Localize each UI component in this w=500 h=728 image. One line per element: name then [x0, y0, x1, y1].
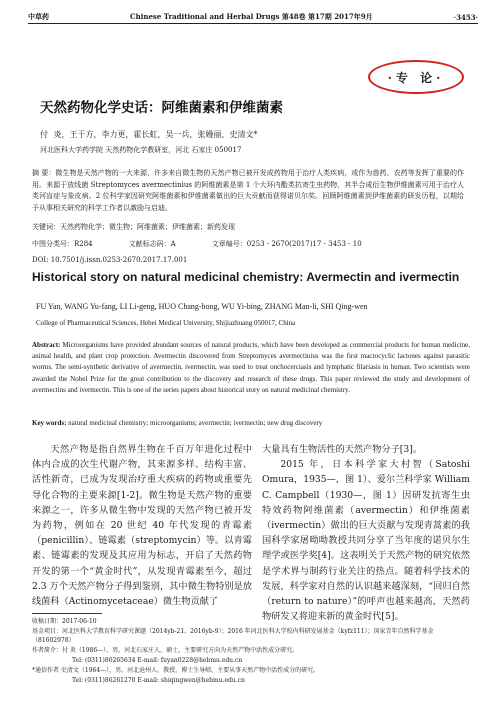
- keywords-en-text: natural medicinal chemistry; microorganisms; avermectin; ivermectin; new drug discovery: [68, 419, 323, 427]
- footnote-rule: [32, 613, 102, 614]
- doi: DOI: 10.7501/j.issn.0253-2670.2017.17.001: [32, 256, 188, 264]
- footnote-corresponding-contact: Tel: (0311)86261270 E-mail: shiqingwen@hebmu.edu.cn: [72, 677, 245, 684]
- body-paragraph: 大量具有生物活性的天然产物分子[3]。: [262, 444, 423, 455]
- footnote-author-contact: Tel: (0311)86265634 E-mail: fuyan0228@hebmu.edu.cn: [72, 657, 243, 664]
- abstract-en: [32, 340, 470, 396]
- keywords-en-label: Key words:: [32, 419, 67, 427]
- footnote-author: 作者简介：付 炎（1986—），男，河北石家庄人，硕士，主要研究方向为天然产物中活性成分研究。: [32, 647, 299, 654]
- footnote-corresponding: *通信作者 史清文（1964—），男，河北沧州人，教授，博士生导师，主要从事天然产物中活性成分的研究。: [32, 667, 320, 674]
- page-number: ·3453·: [453, 13, 478, 22]
- document-code: 文献标志码：A: [128, 240, 176, 248]
- footnote-fund: 基金项目：河北医科大学教育科学研究课题（2014yb-21、2016yb-9）；2016 年河北医科大学校内科研发展基金（kyfz111）；国家青年自然科学基金（81602978）: [32, 628, 434, 644]
- clc-number: 中图分类号：R284: [32, 240, 93, 248]
- body-paragraph: 2015 年，日本科学家大村智（Satoshi Omura，1935—，图 1）、爱尔兰科学家 William C. Campbell（1930—，图 1）因研发抗寄生虫特效药物阿维菌素（avermectin）和伊维菌素（ivermectin）做出的巨大贡献与发现青蒿素的我国科学家屠呦呦教授共同分享了当年度的诺贝尔生理学或医学奖[4]。这表明关于天然产物的研究依然是学术界与制药行业关注的热点。随着科学技术的发展，科学家对自然的认识越来越深刻，“回归自然（return to nature）”的呼声也越来越高，天然药物研发又将迎来新的黄金时代[5]。: [262, 459, 470, 623]
- column-label: ·专 论·: [387, 70, 445, 85]
- running-header: [28, 6, 478, 22]
- authors-cn: 付 炎，王于方，李力更，霍长虹，吴一兵，张嫚丽，史清文*: [40, 130, 258, 139]
- keywords-en: [32, 419, 322, 427]
- keywords-cn-row: [32, 222, 271, 232]
- affiliation-cn: 河北医科大学药学院 天然药物化学教研室，河北 石家庄 050017: [40, 146, 242, 154]
- body-column-right: [262, 442, 470, 624]
- article-number: 文章编号：0253 - 2670(2017)17 - 3453 - 10: [211, 240, 362, 248]
- affiliation-en: College of Pharmaceutical Sciences, Hebei Medical University, Shijiazhuang 050017, China: [36, 319, 296, 327]
- header-rule: [28, 23, 478, 24]
- column-stamp: [368, 60, 464, 94]
- keywords-cn: 关键词：天然药物化学；微生物；阿维菌素；伊维菌素；新药发现: [32, 223, 235, 231]
- footnote-received: 收稿日期：2017-06-10: [32, 618, 97, 625]
- journal-name-cn: 中草药: [28, 12, 49, 21]
- journal-issue-info: Chinese Traditional and Herbal Drugs 第48卷 第17期 2017年9月: [130, 12, 373, 21]
- article-title-en: Historical story on natural medicinal chemistry: Avermectin and ivermectin: [32, 270, 460, 284]
- authors-en: FU Yan, WANG Yu-fang, LI Li-geng, HUO Chang-hong, WU Yi-bing, ZHANG Man-li, SHI Qing-wen: [36, 302, 368, 311]
- article-title-cn: 天然药物化学史话：阿维菌素和伊维菌素: [40, 100, 283, 116]
- abstract-en-label: Abstract:: [32, 341, 61, 349]
- classification-row: [32, 239, 398, 249]
- body-column-left: [32, 442, 252, 609]
- body-paragraph: 天然产物是指自然界生物在千百万年进化过程中体内合成的次生代谢产物，其来源多样、结构丰富、活性新奇，已成为发现治疗重大疾病的药物或重要先导化合物的主要来源[1-2]。微生物是天然产物的重要来源之一，许多从微生物中发现的天然产物已被开发为药物，例如在 20 世纪 40 年代发现的青霉素（penicillin）、链霉素（streptomycin）等。以青霉素、链霉素的发现及其应用为标志，开启了天然药物开发的第一个“黄金时代”，从发现青霉素至今，超过 2.3 万个天然产物分子得到鉴别，其中微生物特别是放线菌科（Actinomycetaceae）微生物贡献了: [32, 444, 252, 608]
- abstract-cn: 摘 要：微生物是天然产物的一大来源，许多来自微生物的天然产物已被开发成药物用于治疗人类疾病，或作为兽药、农药等发挥了重要的作用。来源于放线菌 Streptomyces avermectinius 的阿维菌素是第 1 个大环内酯类抗寄生虫药物，其半合成衍生物伊维菌素可用于治疗人类河盲症与象皮病。2 位科学家因研究阿维菌素和伊维菌素做出的巨大贡献而获得诺贝尔奖。回顾阿维菌素到伊维菌素的研发历程，以期给予从事相关研究的科学工作者以激励与启迪。: [32, 169, 464, 212]
- abstract-en-text: Microorganisms have provided abundant sources of natural products, which have been developed as commercial products for human medicine, animal health, and plant crop protection. Avermectin discovered from Streptomyces avermectinius was the first macrocyclic lactones against parasitic worms. The semi-synthetic derivative of avermectin, ivermectin, was used to treat onchocerciasis and lymphatic filariasis in human. Two scientists were awarded the Nobel Prize for the great contribution to the discovery and research of these drugs. This paper reviewed the study and development of avermectins and ivermectin. This is one of the series papers about historical story on natural medicinal chemistry.: [32, 341, 471, 394]
